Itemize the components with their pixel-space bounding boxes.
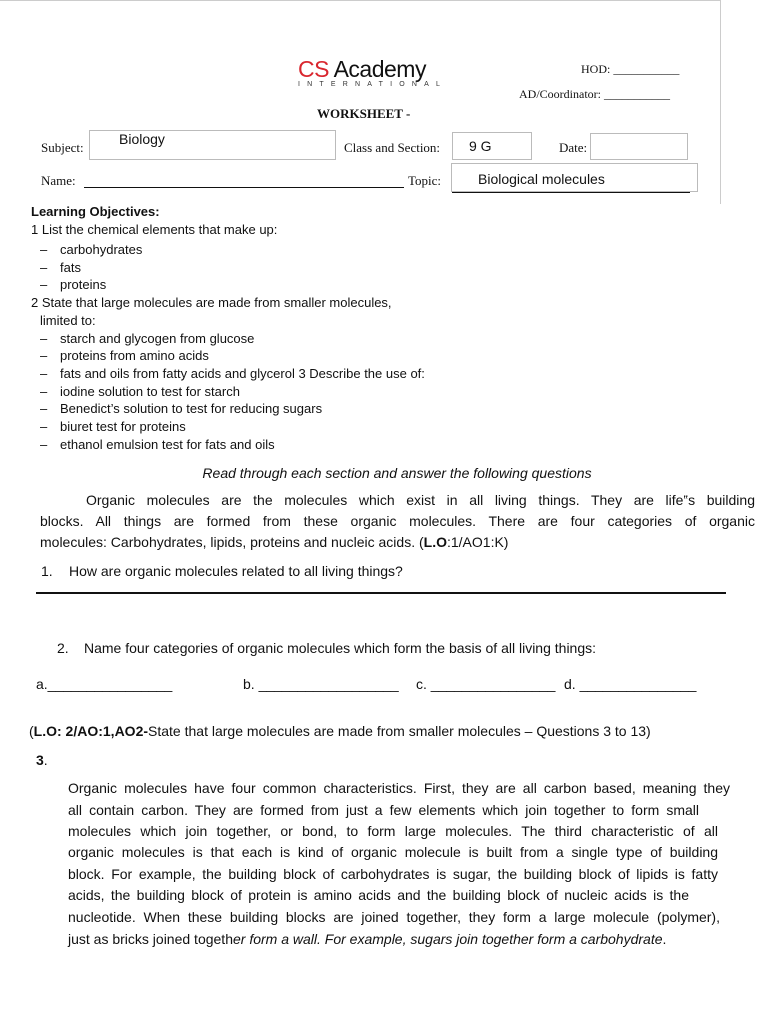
list-item: – fats	[40, 260, 81, 275]
objective-1-intro: 1 List the chemical elements that make up:	[31, 222, 278, 237]
class-section-value: 9 G	[469, 138, 492, 154]
paragraph-line: block. For example, the building block of carbohydrates is sugar, the building block of lipids is fatty	[68, 866, 718, 882]
logo-wordmark: CS Academy	[298, 56, 426, 82]
intro-paragraph-line: Organic molecules are the molecules which exist in all living things. They are life‟s building	[86, 492, 755, 508]
topic-underline	[452, 192, 690, 193]
topic-value: Biological molecules	[478, 171, 605, 187]
list-item: – starch and glycogen from glucose	[40, 331, 255, 346]
question-1-number: 1.	[41, 563, 53, 579]
objective-2-intro-cont: limited to:	[40, 313, 96, 328]
learning-objective-reference: (L.O: 2/AO:1,AO2-State that large molecules are made from smaller molecules – Questions 3 to 13)	[29, 723, 651, 739]
instruction-text: Read through each section and answer the following questions	[202, 465, 592, 481]
list-item: – proteins	[40, 277, 107, 292]
question-3-number: 3.	[36, 752, 48, 768]
date-label: Date:	[559, 140, 588, 155]
list-item: – carbohydrates	[40, 242, 143, 257]
list-item: – biuret test for proteins	[40, 419, 186, 434]
paragraph-line: molecules which join together, or bond, to form large molecules. The third characteristic of all	[68, 823, 718, 839]
list-item: – iodine solution to test for starch	[40, 384, 240, 399]
topic-label: Topic:	[408, 173, 442, 188]
logo-subtitle: INTERNATIONAL	[298, 81, 448, 88]
intro-paragraph-line: blocks. All things are formed from these organic molecules. There are four categories of organic	[40, 513, 755, 529]
learning-objectives-heading: Learning Objectives:	[31, 204, 160, 219]
paragraph-line: acids, the building block of protein is amino acids and the building block of nucleic acids is the	[68, 887, 689, 903]
date-input[interactable]	[590, 133, 688, 160]
class-section-label: Class and Section:	[344, 140, 441, 155]
subject-value: Biology	[119, 131, 165, 147]
list-item: – ethanol emulsion test for fats and oils	[40, 437, 275, 452]
subject-input[interactable]	[89, 130, 336, 160]
answer-line-1[interactable]	[36, 592, 726, 594]
page-border-right	[720, 0, 721, 204]
answer-blank-d[interactable]: d. _______________	[564, 676, 697, 692]
worksheet-title: WORKSHEET -	[317, 106, 411, 121]
topic-input[interactable]	[451, 163, 698, 192]
subject-label: Subject:	[41, 140, 84, 155]
answer-blank-b[interactable]: b. __________________	[243, 676, 399, 692]
cs-academy-logo	[298, 56, 448, 88]
answer-blank-a[interactable]: a.________________	[36, 676, 173, 692]
intro-paragraph-line: molecules: Carbohydrates, lipids, proteins and nucleic acids. (L.O:1/AO1:K)	[40, 534, 509, 550]
question-2-number: 2.	[57, 640, 69, 656]
list-item: – fats and oils from fatty acids and glycerol 3 Describe the use of:	[40, 366, 425, 381]
answer-blank-c[interactable]: c. ________________	[416, 676, 556, 692]
objective-2-intro: 2 State that large molecules are made from smaller molecules,	[31, 295, 392, 310]
paragraph-line: all contain carbon. They are formed from just a few elements which join together to form small	[68, 802, 699, 818]
page-border-top	[0, 0, 721, 1]
question-1-text: How are organic molecules related to all living things?	[69, 563, 403, 579]
paragraph-line: nucleotide. When these building blocks are joined together, they form a large molecule (polymer),	[68, 909, 720, 925]
paragraph-line: just as bricks joined together form a wall. For example, sugars join together form a carbohydrate.	[68, 931, 667, 947]
hod-field: HOD: ___________	[581, 62, 680, 76]
paragraph-line: organic molecules is that each is kind of organic molecule is built from a single type of building	[68, 844, 718, 860]
question-2-text: Name four categories of organic molecules which form the basis of all living things:	[84, 640, 597, 656]
name-label: Name:	[41, 173, 76, 188]
name-input-line[interactable]	[84, 187, 404, 188]
class-section-input[interactable]	[452, 132, 532, 160]
coordinator-field: AD/Coordinator: ___________	[519, 87, 670, 101]
list-item: – Benedict’s solution to test for reducing sugars	[40, 401, 323, 416]
list-item: – proteins from amino acids	[40, 348, 209, 363]
paragraph-line: Organic molecules have four common characteristics. First, they are all carbon based, meaning they	[68, 780, 730, 796]
